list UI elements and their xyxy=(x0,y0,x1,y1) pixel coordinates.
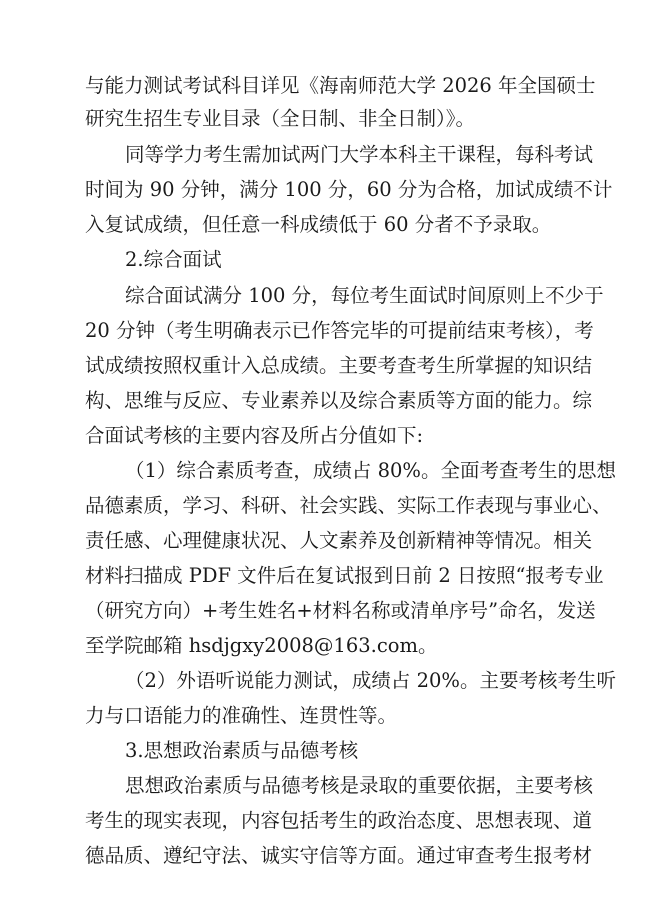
paragraph-line: 考生的现实表现，内容包括考生的政治态度、思想表现、道 xyxy=(85,809,593,832)
paragraph-line: 构、思维与反应、专业素养以及综合素质等方面的能力。综 xyxy=(85,389,593,412)
paragraph-line: 试成绩按照权重计入总成绩。主要考查考生所掌握的知识结 xyxy=(85,354,593,377)
paragraph-line: 综合面试满分 100 分，每位考生面试时间原则上不少于 xyxy=(125,284,604,307)
paragraph-line: 思想政治素质与品德考核是录取的重要依据，主要考核 xyxy=(125,774,594,797)
section-heading: 3.思想政治素质与品德考核 xyxy=(125,739,359,762)
paragraph-line: 力与口语能力的准确性、连贯性等。 xyxy=(85,704,398,727)
paragraph-line: 合面试考核的主要内容及所占分值如下: xyxy=(85,424,424,447)
paragraph-line: 时间为 90 分钟，满分 100 分，60 分为合格，加试成绩不计 xyxy=(85,178,613,201)
paragraph-line: 研究生招生专业目录（全日制、非全日制）》。 xyxy=(85,107,476,130)
paragraph-line: 责任感、心理健康状况、人文素养及创新精神等情况。相关 xyxy=(85,529,593,552)
paragraph-line: 入复试成绩，但任意一科成绩低于 60 分者不予录取。 xyxy=(85,213,552,236)
section-heading: 2.综合面试 xyxy=(125,248,222,271)
paragraph-line: （1）综合素质考查，成绩占 80%。全面考查考生的思想 xyxy=(125,459,616,482)
paragraph-line: （研究方向）+考生姓名+材料名称或清单序号”命名，发送 xyxy=(85,599,596,622)
paragraph-line: 德品质、遵纪守法、诚实守信等方面。通过审查考生报考材 xyxy=(85,844,593,867)
paragraph-line: （2）外语听说能力测试，成绩占 20%。主要考核考生听 xyxy=(125,669,616,692)
paragraph-line: 材料扫描成 PDF 文件后在复试报到日前 2 日按照“报考专业 xyxy=(85,564,604,587)
paragraph-line: 至学院邮箱 hsdjgxy2008@163.com。 xyxy=(85,634,438,657)
paragraph-line: 品德素质，学习、科研、社会实践、实际工作表现与事业心、 xyxy=(85,494,612,517)
paragraph-line: 同等学力考生需加试两门大学本科主干课程，每科考试 xyxy=(125,143,594,166)
paragraph-line: 与能力测试考试科目详见《海南师范大学 2026 年全国硕士 xyxy=(85,74,596,97)
paragraph-line: 20 分钟（考生明确表示已作答完毕的可提前结束考核），考 xyxy=(85,319,594,342)
